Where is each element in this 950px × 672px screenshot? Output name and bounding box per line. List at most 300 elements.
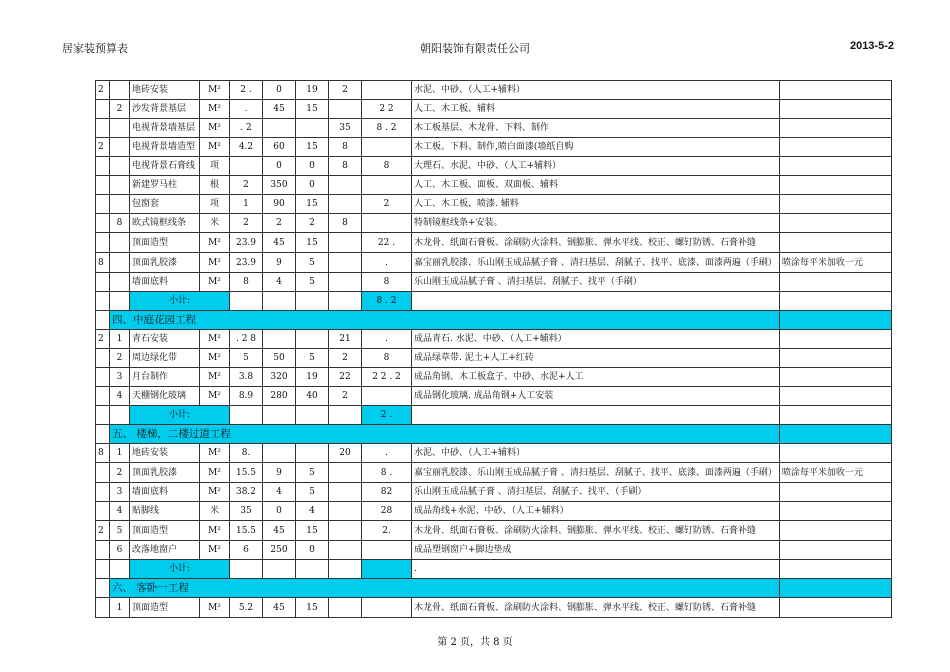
- table-row: [96, 598, 892, 618]
- unit-price-material: 60: [263, 138, 296, 157]
- row-mark: [96, 541, 110, 560]
- item-description: 嘉宝丽乳胶漆、乐山刚玉成品腻子膏 、清扫基层、刮腻子、找平、底漆、面漆两遍（手刷）: [412, 463, 780, 483]
- item-note: [779, 368, 891, 387]
- item-quantity: 8: [230, 273, 263, 292]
- unit-price-aux: [329, 233, 362, 253]
- item-total: 82: [362, 483, 412, 502]
- blank-cell: [296, 292, 329, 311]
- table-row: [96, 483, 892, 502]
- unit-price-aux: 8: [329, 157, 362, 176]
- section-title-end: [779, 311, 891, 330]
- unit-price-labor: 2: [296, 214, 329, 233]
- item-note: [779, 444, 891, 463]
- blank-cell: [263, 560, 296, 579]
- item-name: 顶面乳胶漆: [130, 463, 200, 483]
- unit-price-material: 50: [263, 349, 296, 368]
- unit-price-aux: [329, 483, 362, 502]
- unit-price-material: 45: [263, 598, 296, 618]
- item-total: 2: [362, 195, 412, 214]
- item-name: 欧式镜框线条: [130, 214, 200, 233]
- item-total: 2 2: [362, 100, 412, 119]
- row-mark: [96, 195, 110, 214]
- item-total: [362, 81, 412, 100]
- subtotal-spacer: [110, 292, 130, 311]
- row-mark: [96, 119, 110, 138]
- item-quantity: . 2: [230, 119, 263, 138]
- subtotal-value: [362, 560, 412, 579]
- item-description: 人工、木工板、辅料: [412, 100, 780, 119]
- unit-price-labor: 5: [296, 273, 329, 292]
- unit-price-aux: 22: [329, 368, 362, 387]
- item-description: 成品青石. 水泥、中砂、（人工+辅料）: [412, 330, 780, 349]
- item-name: 贴脚线: [130, 502, 200, 521]
- table-row: [96, 253, 892, 273]
- item-index: [110, 195, 130, 214]
- table-row: [96, 444, 892, 463]
- item-quantity: 2 .: [230, 81, 263, 100]
- table-row: [96, 157, 892, 176]
- item-unit: M²: [200, 330, 230, 349]
- unit-price-aux: [329, 463, 362, 483]
- item-quantity: 2: [230, 176, 263, 195]
- section-title-end: [779, 579, 891, 598]
- unit-price-material: [263, 330, 296, 349]
- table-row: [96, 138, 892, 157]
- item-name: 顶面乳胶漆: [130, 253, 200, 273]
- row-mark: [96, 560, 110, 579]
- item-index: [110, 157, 130, 176]
- item-quantity: 8.9: [230, 387, 263, 406]
- item-total: 8: [362, 349, 412, 368]
- item-quantity: 1: [230, 195, 263, 214]
- item-note: [779, 541, 891, 560]
- unit-price-aux: 2: [329, 387, 362, 406]
- subtotal-spacer: [110, 406, 130, 425]
- unit-price-material: 350: [263, 176, 296, 195]
- unit-price-material: 250: [263, 541, 296, 560]
- item-unit: M²: [200, 521, 230, 541]
- item-unit: M²: [200, 463, 230, 483]
- table-row: [96, 502, 892, 521]
- table-row: [96, 214, 892, 233]
- item-index: [110, 176, 130, 195]
- item-name: 包窗套: [130, 195, 200, 214]
- unit-price-aux: [329, 176, 362, 195]
- item-name: 青石安装: [130, 330, 200, 349]
- unit-price-aux: [329, 502, 362, 521]
- item-quantity: 6: [230, 541, 263, 560]
- unit-price-material: [263, 444, 296, 463]
- item-total: 2 2 . 2: [362, 368, 412, 387]
- item-unit: M²: [200, 273, 230, 292]
- item-note: [779, 483, 891, 502]
- item-total: .: [362, 330, 412, 349]
- item-unit: 项: [200, 195, 230, 214]
- row-mark: [96, 214, 110, 233]
- blank-cell: [329, 292, 362, 311]
- unit-price-material: 4: [263, 273, 296, 292]
- item-unit: 项: [200, 157, 230, 176]
- item-name: 电视背景石膏线: [130, 157, 200, 176]
- item-name: 地砖安装: [130, 81, 200, 100]
- section-row: [96, 579, 892, 598]
- unit-price-labor: 15: [296, 233, 329, 253]
- blank-cell: [779, 292, 891, 311]
- item-index: 1: [110, 598, 130, 618]
- unit-price-material: 0: [263, 157, 296, 176]
- table-row: [96, 233, 892, 253]
- item-note: [779, 349, 891, 368]
- item-note: [779, 233, 891, 253]
- unit-price-labor: 15: [296, 521, 329, 541]
- item-description: 大理石、水泥、中砂、（人工+辅料）: [412, 157, 780, 176]
- unit-price-aux: [329, 195, 362, 214]
- blank-cell: [296, 560, 329, 579]
- unit-price-labor: 5: [296, 483, 329, 502]
- item-total: 8: [362, 157, 412, 176]
- item-index: 5: [110, 521, 130, 541]
- item-quantity: 15.5: [230, 521, 263, 541]
- item-description: 木工板、下料、制作,喷白面漆(墙纸自购: [412, 138, 780, 157]
- row-mark: [96, 233, 110, 253]
- unit-price-aux: 2: [329, 81, 362, 100]
- blank-cell: [329, 406, 362, 425]
- item-name: 顶面造型: [130, 233, 200, 253]
- row-mark: [96, 463, 110, 483]
- item-note: [779, 598, 891, 618]
- item-name: 顶面造型: [130, 598, 200, 618]
- blank-cell: [779, 406, 891, 425]
- table-row: [96, 521, 892, 541]
- subtotal-row: [96, 406, 892, 425]
- item-quantity: 23.9: [230, 253, 263, 273]
- item-unit: M²: [200, 483, 230, 502]
- item-index: 1: [110, 330, 130, 349]
- item-index: 4: [110, 502, 130, 521]
- section-title: 六、 客卧一工程: [110, 579, 780, 598]
- item-note: [779, 100, 891, 119]
- unit-price-aux: [329, 273, 362, 292]
- company-name: 朝阳装饰有限责任公司: [420, 42, 530, 55]
- subtotal-row: [96, 292, 892, 311]
- unit-price-material: 90: [263, 195, 296, 214]
- item-description: 成品塑钢窗户+脚边垫成: [412, 541, 780, 560]
- row-mark: [96, 425, 110, 444]
- unit-price-labor: 0: [296, 176, 329, 195]
- table-row: [96, 273, 892, 292]
- item-description: 木龙骨、纸面石膏板、涂刷防火涂料、钢膨胀、弹水平线、校正、螺钉防锈、石膏补缝: [412, 598, 780, 618]
- table-row: [96, 176, 892, 195]
- item-note: [779, 176, 891, 195]
- row-mark: [96, 176, 110, 195]
- row-mark: [96, 368, 110, 387]
- item-description: 嘉宝丽乳胶漆、乐山刚玉成品腻子膏 、清扫基层、刮腻子、找平、底漆、面漆两遍（手刷）: [412, 253, 780, 273]
- doc-header-left: 居家装预算表: [62, 42, 128, 55]
- unit-price-aux: 2: [329, 349, 362, 368]
- item-index: [110, 233, 130, 253]
- unit-price-labor: 0: [296, 157, 329, 176]
- unit-price-material: 45: [263, 233, 296, 253]
- item-index: 3: [110, 368, 130, 387]
- unit-price-aux: 35: [329, 119, 362, 138]
- table-row: [96, 463, 892, 483]
- unit-price-material: 9: [263, 253, 296, 273]
- item-unit: 根: [200, 176, 230, 195]
- item-total: [362, 214, 412, 233]
- item-unit: M²: [200, 541, 230, 560]
- unit-price-aux: 21: [329, 330, 362, 349]
- unit-price-material: 0: [263, 502, 296, 521]
- section-title: 五、 楼梯，二楼过道工程: [110, 425, 780, 444]
- item-index: 4: [110, 387, 130, 406]
- item-index: 6: [110, 541, 130, 560]
- unit-price-labor: 15: [296, 138, 329, 157]
- item-total: [362, 176, 412, 195]
- item-note: [779, 214, 891, 233]
- unit-price-labor: 0: [296, 541, 329, 560]
- unit-price-material: 45: [263, 100, 296, 119]
- row-mark: [96, 292, 110, 311]
- item-note: [779, 387, 891, 406]
- item-quantity: 38.2: [230, 483, 263, 502]
- unit-price-aux: [329, 598, 362, 618]
- unit-price-labor: 19: [296, 81, 329, 100]
- row-mark: [96, 311, 110, 330]
- item-unit: M²: [200, 598, 230, 618]
- item-note: [779, 195, 891, 214]
- item-quantity: 3.8: [230, 368, 263, 387]
- unit-price-labor: 15: [296, 100, 329, 119]
- unit-price-labor: 4: [296, 502, 329, 521]
- item-index: 2: [110, 349, 130, 368]
- section-title-end: [779, 425, 891, 444]
- item-note: [779, 81, 891, 100]
- item-quantity: 5: [230, 349, 263, 368]
- row-mark: 2: [96, 81, 110, 100]
- row-mark: [96, 100, 110, 119]
- item-name: 周边绿化带: [130, 349, 200, 368]
- unit-price-aux: [329, 253, 362, 273]
- unit-price-material: 2: [263, 214, 296, 233]
- unit-price-aux: [329, 541, 362, 560]
- row-mark: [96, 273, 110, 292]
- item-quantity: 23.9: [230, 233, 263, 253]
- item-index: [110, 138, 130, 157]
- item-description: 水泥、中砂、（人工+辅料）: [412, 81, 780, 100]
- item-unit: M²: [200, 368, 230, 387]
- item-unit: M²: [200, 119, 230, 138]
- item-name: 改落地窗户: [130, 541, 200, 560]
- row-mark: [96, 406, 110, 425]
- item-description: 成品绿草带. 泥土+人工+红砖: [412, 349, 780, 368]
- item-total: 22 .: [362, 233, 412, 253]
- item-name: 电视背景墙基层: [130, 119, 200, 138]
- item-quantity: 35: [230, 502, 263, 521]
- item-unit: M²: [200, 233, 230, 253]
- blank-cell: [230, 406, 263, 425]
- item-name: 天棚钢化玻璃: [130, 387, 200, 406]
- row-mark: 2: [96, 521, 110, 541]
- table-row: [96, 81, 892, 100]
- item-description: 乐山刚玉成品腻子膏 、清扫基层、刮腻子、找平、（手刷）: [412, 483, 780, 502]
- unit-price-aux: 8: [329, 214, 362, 233]
- blank-cell: [263, 292, 296, 311]
- unit-price-labor: 15: [296, 598, 329, 618]
- unit-price-labor: [296, 330, 329, 349]
- item-index: 2: [110, 463, 130, 483]
- item-quantity: . 2 8: [230, 330, 263, 349]
- item-quantity: 4.2: [230, 138, 263, 157]
- item-index: [110, 81, 130, 100]
- item-description: 木工板基层、木龙骨、下料、制作: [412, 119, 780, 138]
- row-mark: [96, 157, 110, 176]
- row-mark: 2: [96, 330, 110, 349]
- item-index: 8: [110, 214, 130, 233]
- item-note: [779, 330, 891, 349]
- item-total: [362, 387, 412, 406]
- item-total: 28: [362, 502, 412, 521]
- item-note: [779, 119, 891, 138]
- item-name: 电视背景墙造型: [130, 138, 200, 157]
- unit-price-labor: 5: [296, 463, 329, 483]
- item-note: [779, 273, 891, 292]
- subtotal-row: [96, 560, 892, 579]
- item-note: 喷涂每平米加收一元: [779, 463, 891, 483]
- subtotal-desc: .: [412, 560, 780, 579]
- page-number: 第 2 页，共 8 页: [437, 637, 513, 648]
- item-quantity: 2: [230, 214, 263, 233]
- item-name: 沙发背景基层: [130, 100, 200, 119]
- item-total: .: [362, 253, 412, 273]
- row-mark: [96, 387, 110, 406]
- item-unit: M²: [200, 349, 230, 368]
- item-total: 8: [362, 273, 412, 292]
- item-total: [362, 138, 412, 157]
- item-total: 8 .: [362, 463, 412, 483]
- item-name: 地砖安装: [130, 444, 200, 463]
- item-name: 墙面底料: [130, 483, 200, 502]
- item-note: [779, 157, 891, 176]
- unit-price-labor: [296, 444, 329, 463]
- unit-price-aux: [329, 521, 362, 541]
- item-description: 木龙骨、纸面石膏板、涂刷防火涂料、钢膨胀、弹水平线、校正、螺钉防锈、石膏补缝: [412, 521, 780, 541]
- row-mark: [96, 579, 110, 598]
- subtotal-value: 2 .: [362, 406, 412, 425]
- unit-price-labor: 5: [296, 349, 329, 368]
- item-note: [779, 138, 891, 157]
- item-total: .: [362, 444, 412, 463]
- item-description: 成品角线+水泥、中砂、（人工+辅料）: [412, 502, 780, 521]
- item-total: [362, 541, 412, 560]
- unit-price-labor: 19: [296, 368, 329, 387]
- item-name: 月台制作: [130, 368, 200, 387]
- item-quantity: 8.: [230, 444, 263, 463]
- table-row: [96, 195, 892, 214]
- row-mark: [96, 502, 110, 521]
- item-unit: M²: [200, 81, 230, 100]
- row-mark: 2: [96, 138, 110, 157]
- item-index: [110, 119, 130, 138]
- item-description: 特制镜框线条+安装。: [412, 214, 780, 233]
- doc-date: 2013-5-2: [849, 40, 894, 52]
- item-description: 人工、木工板、喷漆. 辅料: [412, 195, 780, 214]
- item-index: [110, 253, 130, 273]
- table-row: [96, 349, 892, 368]
- row-mark: [96, 349, 110, 368]
- item-note: [779, 502, 891, 521]
- subtotal-desc: [412, 292, 780, 311]
- item-quantity: [230, 157, 263, 176]
- item-total: [362, 598, 412, 618]
- row-mark: 8: [96, 253, 110, 273]
- row-mark: [96, 483, 110, 502]
- item-unit: M²: [200, 387, 230, 406]
- unit-price-material: 280: [263, 387, 296, 406]
- blank-cell: [230, 560, 263, 579]
- section-row: [96, 425, 892, 444]
- blank-cell: [296, 406, 329, 425]
- blank-cell: [263, 406, 296, 425]
- item-description: 成品角钢、木工板盒子、中砂、水泥+人工: [412, 368, 780, 387]
- section-title: 四、中庭花园工程: [110, 311, 780, 330]
- item-description: 木龙骨、纸面石膏板、涂刷防火涂料、钢膨胀、弹水平线、校正、螺钉防锈、石膏补缝: [412, 233, 780, 253]
- item-quantity: 15.5: [230, 463, 263, 483]
- unit-price-material: 9: [263, 463, 296, 483]
- unit-price-labor: 40: [296, 387, 329, 406]
- item-description: 乐山刚玉成品腻子膏 、清扫基层、刮腻子、找平（手刷）: [412, 273, 780, 292]
- item-index: 1: [110, 444, 130, 463]
- unit-price-labor: [296, 119, 329, 138]
- item-note: 喷涂每平米加收一元: [779, 253, 891, 273]
- item-unit: 米: [200, 502, 230, 521]
- blank-cell: [329, 560, 362, 579]
- item-total: 8 . 2: [362, 119, 412, 138]
- section-row: [96, 311, 892, 330]
- item-name: 顶面造型: [130, 521, 200, 541]
- table-row: [96, 387, 892, 406]
- unit-price-aux: 20: [329, 444, 362, 463]
- table-row: [96, 368, 892, 387]
- item-unit: 米: [200, 214, 230, 233]
- row-mark: 8: [96, 444, 110, 463]
- item-unit: M²: [200, 138, 230, 157]
- subtotal-spacer: [110, 560, 130, 579]
- item-unit: M²: [200, 253, 230, 273]
- table-row: [96, 330, 892, 349]
- unit-price-material: 4: [263, 483, 296, 502]
- subtotal-label: 小计:: [130, 406, 230, 425]
- budget-table: [95, 80, 892, 618]
- table-row: [96, 541, 892, 560]
- item-index: 2: [110, 100, 130, 119]
- item-unit: M²: [200, 100, 230, 119]
- row-mark: [96, 598, 110, 618]
- item-description: 水泥、中砂、（人工+辅料）: [412, 444, 780, 463]
- unit-price-material: [263, 119, 296, 138]
- unit-price-material: 320: [263, 368, 296, 387]
- item-index: 3: [110, 483, 130, 502]
- unit-price-aux: [329, 100, 362, 119]
- subtotal-label: 小计:: [130, 560, 230, 579]
- item-total: 2.: [362, 521, 412, 541]
- subtotal-value: 8 . 2: [362, 292, 412, 311]
- item-unit: M²: [200, 444, 230, 463]
- budget-sheet: [95, 80, 892, 618]
- blank-cell: [779, 560, 891, 579]
- table-row: [96, 100, 892, 119]
- blank-cell: [230, 292, 263, 311]
- item-description: 成品钢化玻璃. 成品角钢+人工安装: [412, 387, 780, 406]
